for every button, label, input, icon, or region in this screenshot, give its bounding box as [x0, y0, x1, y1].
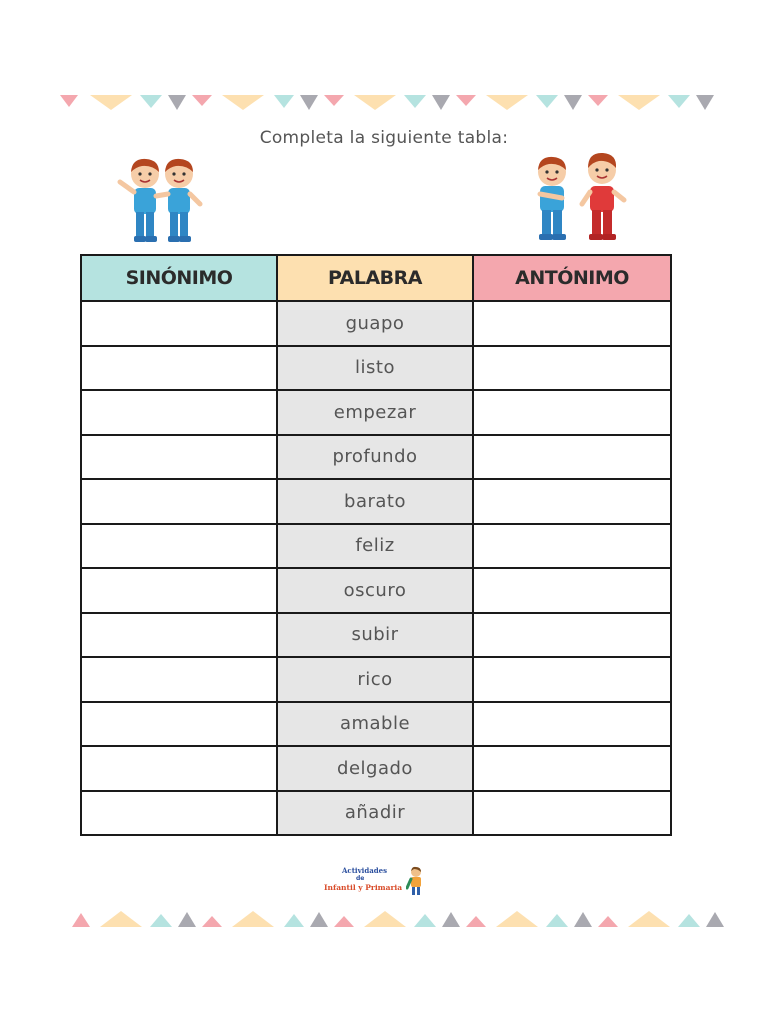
- word-cell: profundo: [277, 435, 473, 480]
- table-row: [81, 524, 671, 569]
- antonym-answer-cell[interactable]: [473, 390, 671, 435]
- instruction-text: Completa la siguiente tabla:: [259, 128, 509, 148]
- antonym-answer-cell[interactable]: [473, 702, 671, 747]
- table-row: [81, 746, 671, 791]
- site-logo: [322, 864, 432, 898]
- logo-icon: [406, 866, 426, 896]
- word-cell: delgado: [277, 746, 473, 791]
- header-synonym: SINÓNIMO: [81, 255, 277, 301]
- antonym-answer-cell[interactable]: [473, 301, 671, 346]
- top-bunting-decoration: [0, 92, 768, 118]
- antonym-answer-cell[interactable]: [473, 435, 671, 480]
- synonym-answer-cell[interactable]: [81, 791, 277, 836]
- table-row: [81, 657, 671, 702]
- table-header-row: [81, 255, 671, 301]
- synonym-answer-cell[interactable]: [81, 657, 277, 702]
- table-row: [81, 301, 671, 346]
- synonym-antonym-table: [80, 254, 672, 836]
- antonym-answer-cell[interactable]: [473, 479, 671, 524]
- synonym-answer-cell[interactable]: [81, 390, 277, 435]
- logo-line-2: de: [356, 875, 365, 882]
- header-word: PALABRA: [277, 255, 473, 301]
- table-row: [81, 568, 671, 613]
- word-cell: añadir: [277, 791, 473, 836]
- word-cell: oscuro: [277, 568, 473, 613]
- synonym-answer-cell[interactable]: [81, 613, 277, 658]
- bunting-flags-icon: [0, 904, 768, 930]
- synonym-answer-cell[interactable]: [81, 524, 277, 569]
- antonym-answer-cell[interactable]: [473, 568, 671, 613]
- synonym-answer-cell[interactable]: [81, 568, 277, 613]
- word-cell: rico: [277, 657, 473, 702]
- word-cell: empezar: [277, 390, 473, 435]
- word-cell: guapo: [277, 301, 473, 346]
- two-boys-illustration-icon: [526, 148, 632, 246]
- word-cell: feliz: [277, 524, 473, 569]
- table-row: [81, 390, 671, 435]
- antonym-answer-cell[interactable]: [473, 524, 671, 569]
- synonym-answer-cell[interactable]: [81, 479, 277, 524]
- logo-line-3: Infantil y Primaria: [324, 883, 403, 892]
- header-antonym: ANTÓNIMO: [473, 255, 671, 301]
- table-row: [81, 435, 671, 480]
- word-cell: subir: [277, 613, 473, 658]
- two-boys-illustration-right: [526, 148, 632, 250]
- synonym-answer-cell[interactable]: [81, 301, 277, 346]
- antonym-answer-cell[interactable]: [473, 791, 671, 836]
- antonym-answer-cell[interactable]: [473, 657, 671, 702]
- word-cell: listo: [277, 346, 473, 391]
- antonym-answer-cell[interactable]: [473, 346, 671, 391]
- synonym-answer-cell[interactable]: [81, 746, 277, 791]
- antonym-answer-cell[interactable]: [473, 746, 671, 791]
- bottom-bunting-decoration: [0, 904, 768, 930]
- two-boys-illustration-left: [112, 152, 212, 250]
- word-cell: barato: [277, 479, 473, 524]
- table-row: [81, 479, 671, 524]
- table-row: [81, 702, 671, 747]
- logo-line-1: Actividades: [342, 866, 388, 875]
- bunting-flags-icon: [0, 92, 768, 118]
- table-row: [81, 346, 671, 391]
- antonym-answer-cell[interactable]: [473, 613, 671, 658]
- table-row: [81, 613, 671, 658]
- synonym-answer-cell[interactable]: [81, 435, 277, 480]
- table-row: [81, 791, 671, 836]
- synonym-answer-cell[interactable]: [81, 702, 277, 747]
- word-cell: amable: [277, 702, 473, 747]
- synonym-answer-cell[interactable]: [81, 346, 277, 391]
- two-boys-illustration-icon: [112, 152, 212, 246]
